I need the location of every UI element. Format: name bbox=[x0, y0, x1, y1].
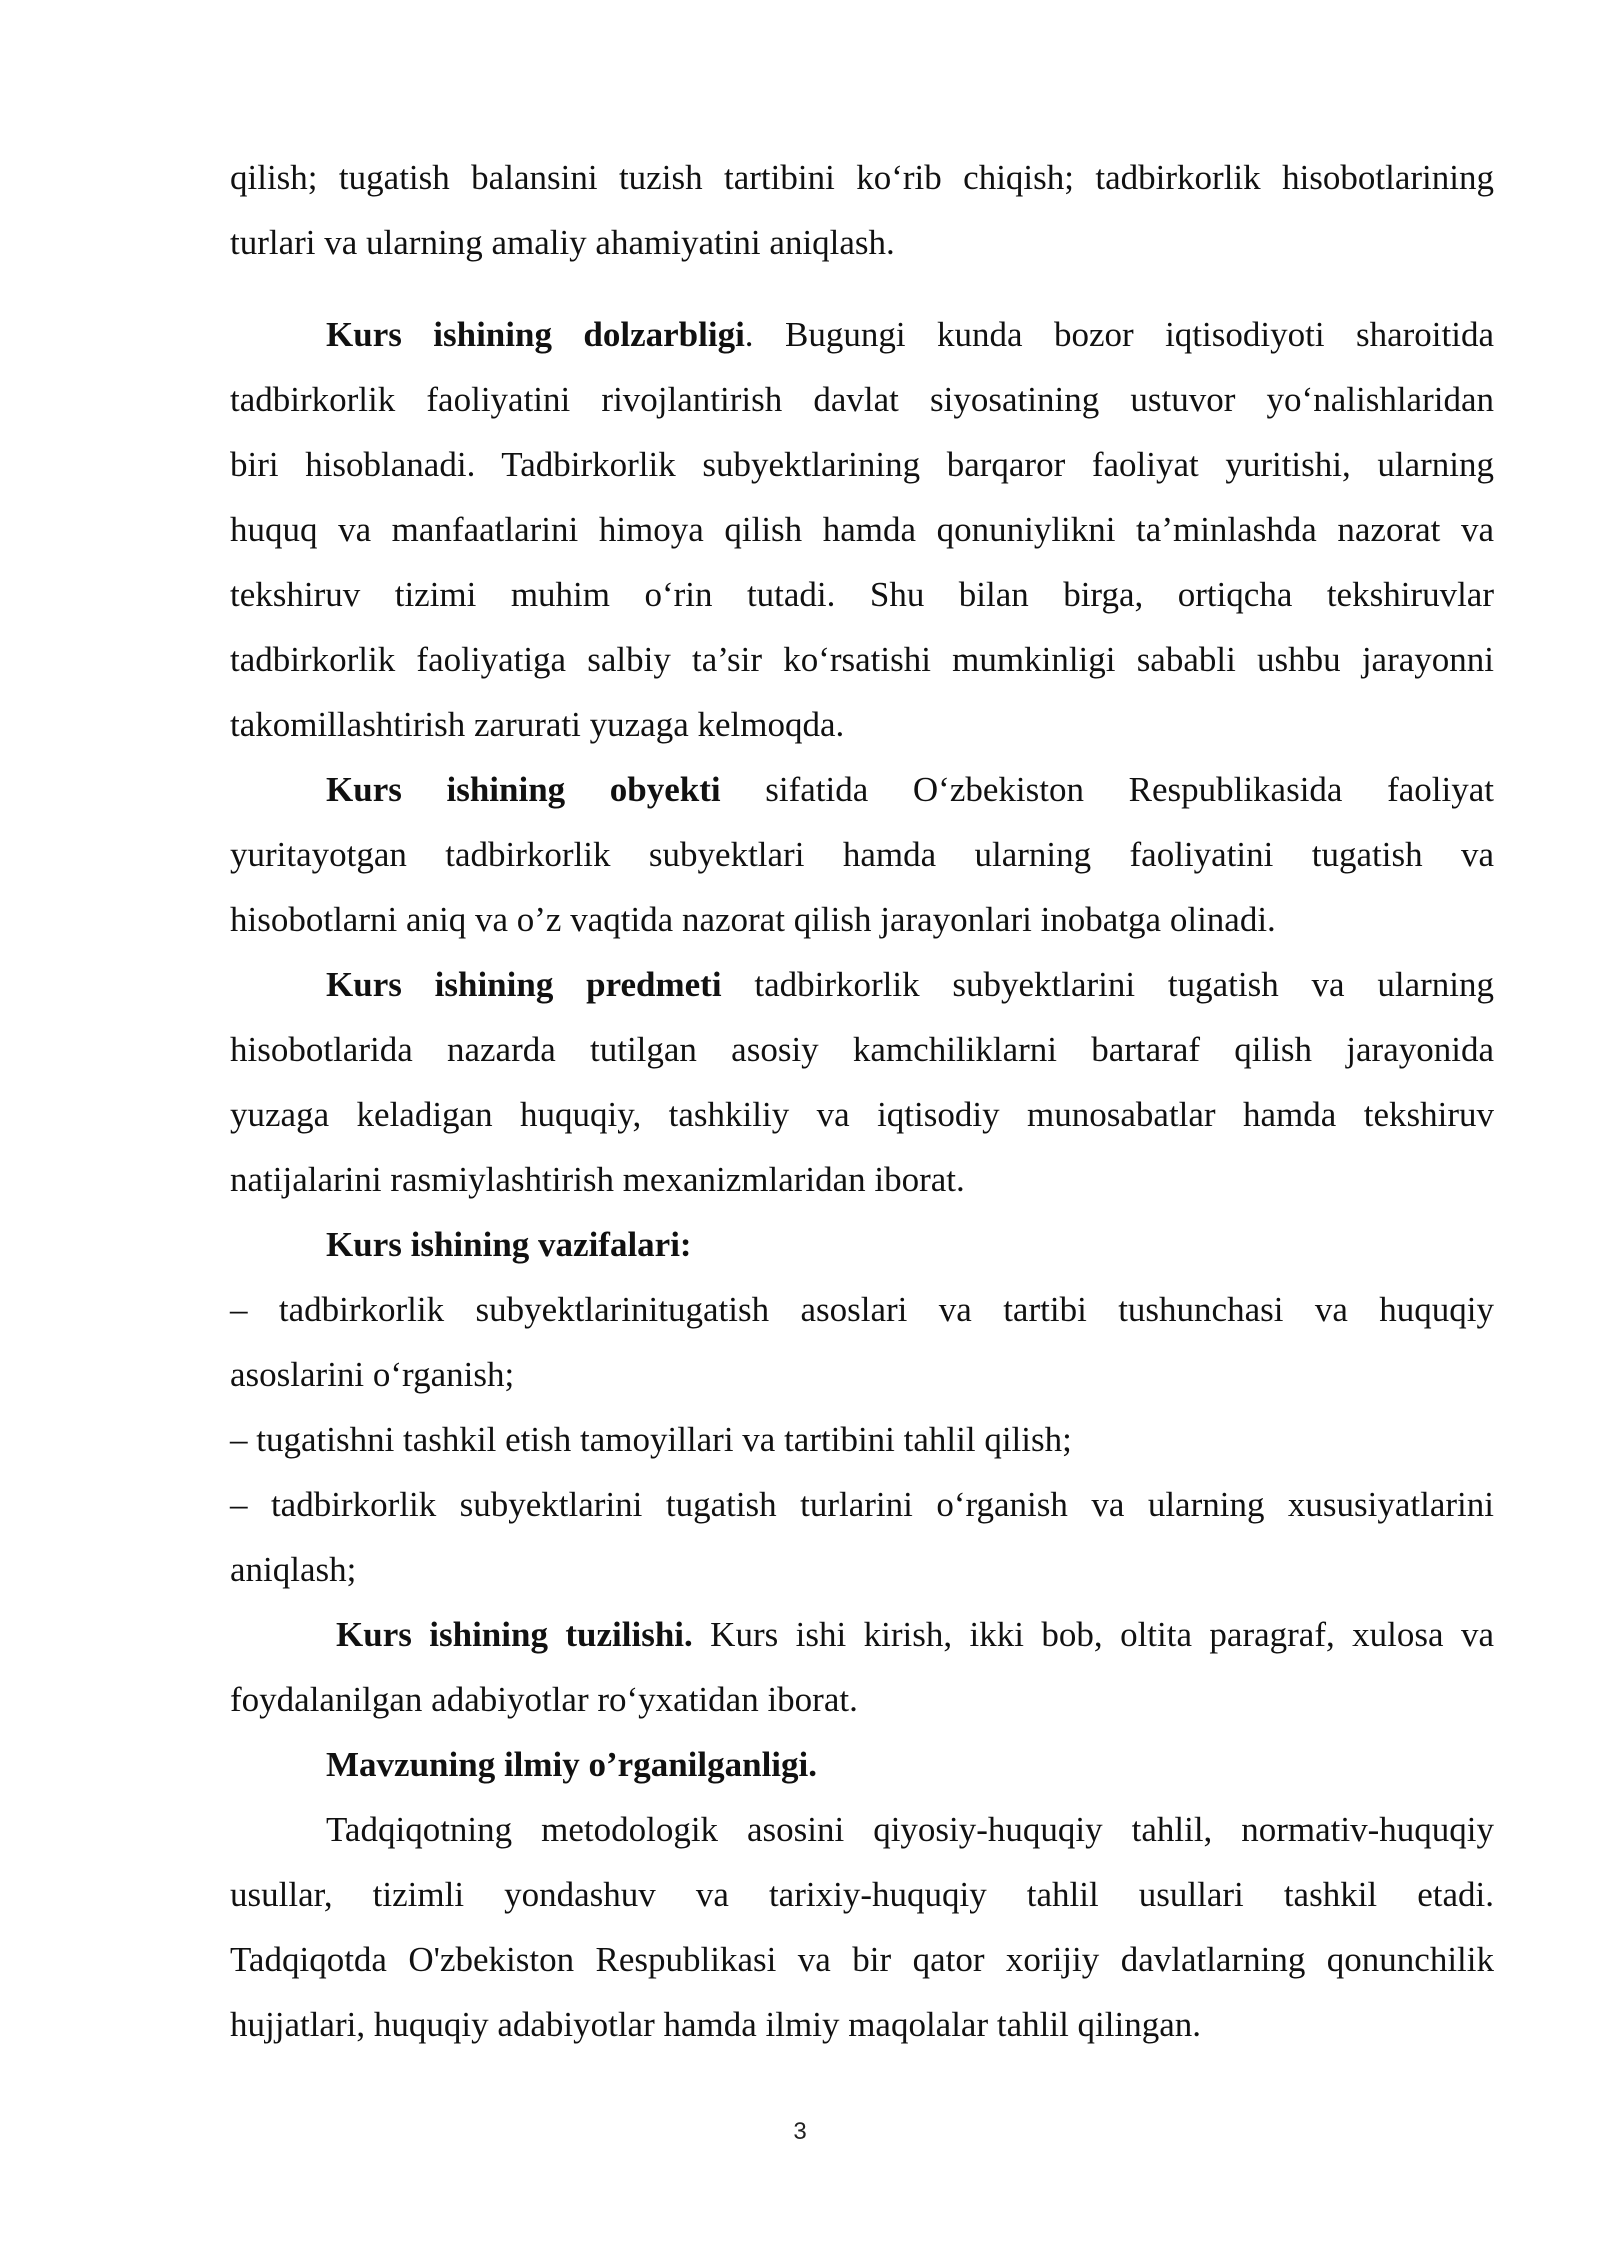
text-line: hisobotlarida nazarda tutilgan asosiy kamchiliklarni bartaraf qilish jarayonida bbox=[230, 1030, 1494, 1069]
text-line: qilish; tugatish balansini tuzish tartibini ko‘rib chiqish; tadbirkorlik hisobotlarining bbox=[230, 158, 1494, 197]
text-line: foydalanilgan adabiyotlar ro‘yxatidan iborat. bbox=[230, 1680, 858, 1719]
metodologiya-paragraph bbox=[230, 1797, 1494, 2057]
organilganligi-heading bbox=[230, 1732, 1494, 1797]
text-line: yuritayotgan tadbirkorlik subyektlari hamda ularning faoliyatini tugatish va bbox=[230, 835, 1494, 874]
list-item-line: – tugatishni tashkil etish tamoyillari va tartibini tahlil qilish; bbox=[230, 1420, 1072, 1459]
text-line bbox=[230, 1732, 1494, 1797]
text-line: yuzaga keladigan huquqiy, tashkiliy va iqtisodiy munosabatlar hamda tekshiruv bbox=[230, 1095, 1494, 1134]
text-line: tadbirkorlik faoliyatiga salbiy ta’sir ko‘rsatishi mumkinligi sababli ushbu jarayonni bbox=[230, 640, 1494, 679]
list-item-line: – tadbirkorlik subyektlarinitugatish asoslari va tartibi tushunchasi va huquqiy bbox=[230, 1290, 1494, 1329]
text-fragment: sifatida O‘zbekiston Respublikasida faoliyat bbox=[720, 770, 1494, 809]
text-line bbox=[230, 302, 1494, 367]
text-line: tadbirkorlik faoliyatini rivojlantirish davlat siyosatining ustuvor yo‘nalishlaridan bbox=[230, 380, 1494, 419]
text-line: Tadqiqotning metodologik asosini qiyosiy-huquqiy tahlil, normativ-huquqiy bbox=[326, 1810, 1494, 1849]
text-line bbox=[230, 757, 1494, 822]
tuzilishi-paragraph bbox=[230, 1602, 1494, 1732]
text-fragment: Kurs ishi kirish, ikki bob, oltita paragraf, xulosa va bbox=[692, 1615, 1494, 1654]
text-line: hujjatlari, huquqiy adabiyotlar hamda ilmiy maqolalar tahlil qilingan. bbox=[230, 2005, 1202, 2044]
text-line: biri hisoblanadi. Tadbirkorlik subyektlarining barqaror faoliyat yuritishi, ularning bbox=[230, 445, 1494, 484]
text-line bbox=[230, 1602, 1494, 1667]
section-heading: Kurs ishining obyekti bbox=[326, 770, 721, 809]
text-fragment: . Bugungi kunda bozor iqtisodiyoti sharoitida bbox=[744, 315, 1494, 354]
obyekti-paragraph bbox=[230, 757, 1494, 952]
list-item-line: – tadbirkorlik subyektlarini tugatish turlarini o‘rganish va ularning xususiyatlarini bbox=[230, 1485, 1494, 1524]
text-line: tekshiruv tizimi muhim o‘rin tutadi. Shu bilan birga, ortiqcha tekshiruvlar bbox=[230, 575, 1494, 614]
section-heading: Mavzuning ilmiy o’rganilganligi. bbox=[326, 1745, 818, 1784]
predmeti-paragraph bbox=[230, 952, 1494, 1212]
text-line: hisobotlarni aniq va o’z vaqtida nazorat qilish jarayonlari inobatga olinadi. bbox=[230, 900, 1276, 939]
list-item-line: asoslarini o‘rganish; bbox=[230, 1355, 515, 1394]
vazifalari-section bbox=[230, 1212, 1494, 1602]
text-line: takomillashtirish zarurati yuzaga kelmoqda. bbox=[230, 705, 845, 744]
text-line bbox=[230, 1212, 1494, 1277]
text-fragment: tadbirkorlik subyektlarini tugatish va ularning bbox=[721, 965, 1494, 1004]
section-heading: Kurs ishining predmeti bbox=[326, 965, 722, 1004]
section-heading: Kurs ishining tuzilishi. bbox=[336, 1615, 693, 1654]
section-heading: Kurs ishining dolzarbligi bbox=[326, 315, 745, 354]
text-line: turlari va ularning amaliy ahamiyatini aniqlash. bbox=[230, 223, 895, 262]
page-number: 3 bbox=[793, 2118, 807, 2145]
list-item-line: aniqlash; bbox=[230, 1550, 357, 1589]
text-line: huquq va manfaatlarini himoya qilish hamda qonuniylikni ta’minlashda nazorat va bbox=[230, 510, 1494, 549]
text-line: natijalarini rasmiylashtirish mexanizmlaridan iborat. bbox=[230, 1160, 965, 1199]
dolzarbligi-paragraph bbox=[230, 302, 1494, 757]
intro-paragraph bbox=[230, 145, 1494, 275]
text-line: usullar, tizimli yondashuv va tarixiy-huquqiy tahlil usullari tashkil etadi. bbox=[230, 1875, 1494, 1914]
text-line: Tadqiqotda O'zbekiston Respublikasi va bir qator xorijiy davlatlarning qonunchilik bbox=[230, 1940, 1494, 1979]
text-line bbox=[230, 952, 1494, 1017]
section-heading: Kurs ishining vazifalari: bbox=[326, 1225, 692, 1264]
document-page bbox=[230, 145, 1494, 2057]
